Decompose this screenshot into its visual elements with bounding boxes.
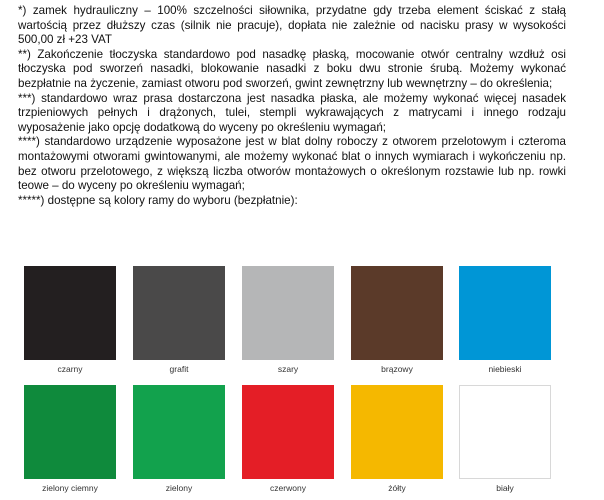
color-label-szary: szary: [277, 364, 299, 374]
color-swatch-zielony-ciemny: [24, 385, 116, 479]
note-piston-end: **) Zakończenie tłoczyska standardowo pod nasadkę płaską, mocowanie otwór centralny wzdłuż osi tłoczyska pod sworzeń nasadki, blokowanie nasadki z boku dwu stronie śrubą. Możemy wykonać bezpłatnie na życzenie, zamiast otworu pod sworzeń, gwint zewnętrzny lub wewnętrzny – do określenia;: [18, 47, 566, 90]
color-swatch-zolty: [351, 385, 443, 479]
color-swatch-zielony: [133, 385, 225, 479]
color-label-czarny: czarny: [57, 364, 83, 374]
color-swatch-grafit: [133, 266, 225, 360]
color-swatch-szary: [242, 266, 334, 360]
color-label-zielony: zielony: [165, 483, 193, 493]
note-work-table: ****) standardowo urządzenie wyposażone jest w blat dolny roboczy z otworem przelotowym i czteroma montażowymi otworami gwintowanymi, ale możemy wykonać blat o innych wymiarach i wykończeniu np. bez otworu przelotowego, z większą liczba otworów montażowych o określonym rozstawie lub np. rowki teowe – do wyceny po określeniu wymagań;: [18, 135, 566, 193]
color-label-zolty: żółty: [388, 483, 406, 493]
color-swatch-czerwony: [242, 385, 334, 479]
note-hydraulic-lock: *) zamek hydrauliczny – 100% szczelności siłownika, przydatne gdy trzeba element ściskać z stałą wartością przez dłuższy czas (silnik nie pracuje), dopłata nie zależnie od nacisku prasy w wysokości 500,00 zł +23 VAT: [18, 4, 566, 47]
color-swatch-niebieski: [459, 266, 551, 360]
color-label-grafit: grafit: [169, 364, 189, 374]
color-label-zielony-ciemny: zielony ciemny: [42, 483, 98, 493]
note-attachments: ***) standardowo wraz prasa dostarczona jest nasadka płaska, ale możemy wykonać więcej nasadek trzpieniowych pełnych i drążonych, tulei, stempli wykrawających z matrycami i innego rodzaju wyposażenie jako opcję dodatkową do wyceny po określeniu wymagań;: [18, 91, 566, 134]
color-swatch-bialy: [459, 385, 551, 479]
color-label-niebieski: niebieski: [488, 364, 522, 374]
color-swatch-czarny: [24, 266, 116, 360]
notes-section: [18, 4, 566, 208]
color-label-brazowy: brązowy: [381, 364, 413, 374]
note-frame-colors: *****) dostępne są kolory ramy do wyboru (bezpłatnie):: [18, 193, 298, 207]
color-label-bialy: biały: [496, 483, 514, 493]
color-label-czerwony: czerwony: [270, 483, 306, 493]
color-swatch-brazowy: [351, 266, 443, 360]
